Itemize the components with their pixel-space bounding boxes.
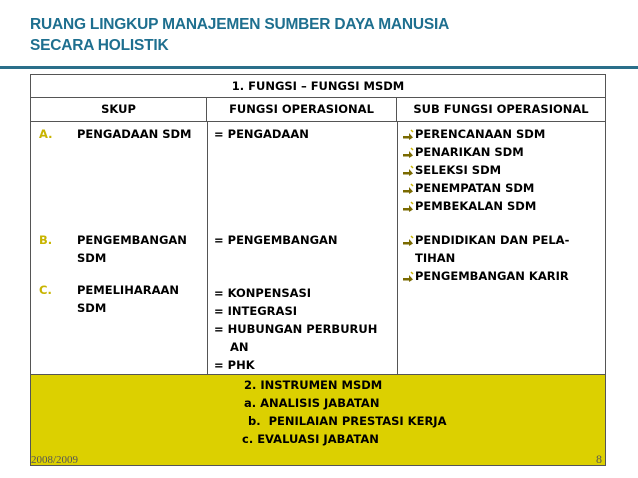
page-number: 8	[596, 452, 602, 466]
fungsi-item: = PENGEMBANGAN	[214, 233, 338, 247]
sub-fungsi-item: PEMBEKALAN SDM	[402, 197, 536, 215]
slide-title	[30, 14, 449, 56]
fungsi-item: = PHK	[214, 358, 255, 372]
msdm-table	[30, 74, 606, 466]
skup-letter-c: C.	[39, 283, 52, 297]
arrow-bullet-icon	[402, 146, 414, 158]
arrow-bullet-icon	[402, 270, 414, 282]
arrow-bullet-icon	[402, 234, 414, 246]
footer-year: 2008/2009	[31, 454, 79, 466]
instrumen-item: a. ANALISIS JABATAN	[244, 396, 380, 410]
fungsi-item: = KONPENSASI	[214, 286, 312, 300]
skup-b-label: PENGEMBANGAN	[77, 233, 187, 247]
sub-fungsi-item: TIHAN	[415, 251, 456, 265]
title-divider	[0, 66, 638, 69]
title-area	[0, 0, 638, 70]
fungsi-item: = HUBUNGAN PERBURUH	[214, 322, 378, 336]
column-divider	[397, 122, 398, 374]
skup-b-label-2: SDM	[77, 251, 107, 265]
skup-c-label-2: SDM	[77, 301, 107, 315]
fungsi-item: = PENGADAAN	[214, 127, 309, 141]
table-heading: 1. FUNGSI – FUNGSI MSDM	[31, 75, 605, 98]
instrumen-item: b. PENILAIAN PRESTASI KERJA	[244, 414, 447, 428]
sub-fungsi-item: SELEKSI SDM	[402, 161, 501, 179]
instrumen-panel	[31, 374, 605, 465]
sub-fungsi-item: PERENCANAAN SDM	[402, 125, 545, 143]
instrumen-heading: 2. INSTRUMEN MSDM	[244, 378, 383, 392]
table-header-row	[31, 98, 605, 122]
instrumen-item: c. EVALUASI JABATAN	[242, 432, 379, 446]
arrow-bullet-icon	[402, 200, 414, 212]
skup-a-label: PENGADAAN SDM	[77, 127, 192, 141]
slide-title-line2: SECARA HOLISTIK	[30, 37, 169, 54]
sub-fungsi-item: PENDIDIKAN DAN PELA-	[402, 231, 569, 249]
arrow-bullet-icon	[402, 182, 414, 194]
arrow-bullet-icon	[402, 164, 414, 176]
table-body	[31, 122, 605, 374]
column-header-sub-fungsi: SUB FUNGSI OPERASIONAL	[413, 102, 589, 116]
slide-title-line1: RUANG LINGKUP MANAJEMEN SUMBER DAYA MANUSIA	[30, 16, 450, 33]
skup-letter-b: B.	[39, 233, 53, 247]
arrow-bullet-icon	[402, 128, 414, 140]
fungsi-item: AN	[230, 340, 249, 354]
fungsi-item: = INTEGRASI	[214, 304, 297, 318]
sub-fungsi-item: PENEMPATAN SDM	[402, 179, 534, 197]
sub-fungsi-item: PENARIKAN SDM	[402, 143, 524, 161]
skup-c-label: PEMELIHARAAN	[77, 283, 179, 297]
column-header-skup: SKUP	[31, 98, 207, 122]
column-divider	[207, 122, 208, 374]
sub-fungsi-item: PENGEMBANGAN KARIR	[402, 267, 569, 285]
skup-letter-a: A.	[39, 127, 53, 141]
column-header-fungsi: FUNGSI OPERASIONAL	[207, 98, 397, 122]
